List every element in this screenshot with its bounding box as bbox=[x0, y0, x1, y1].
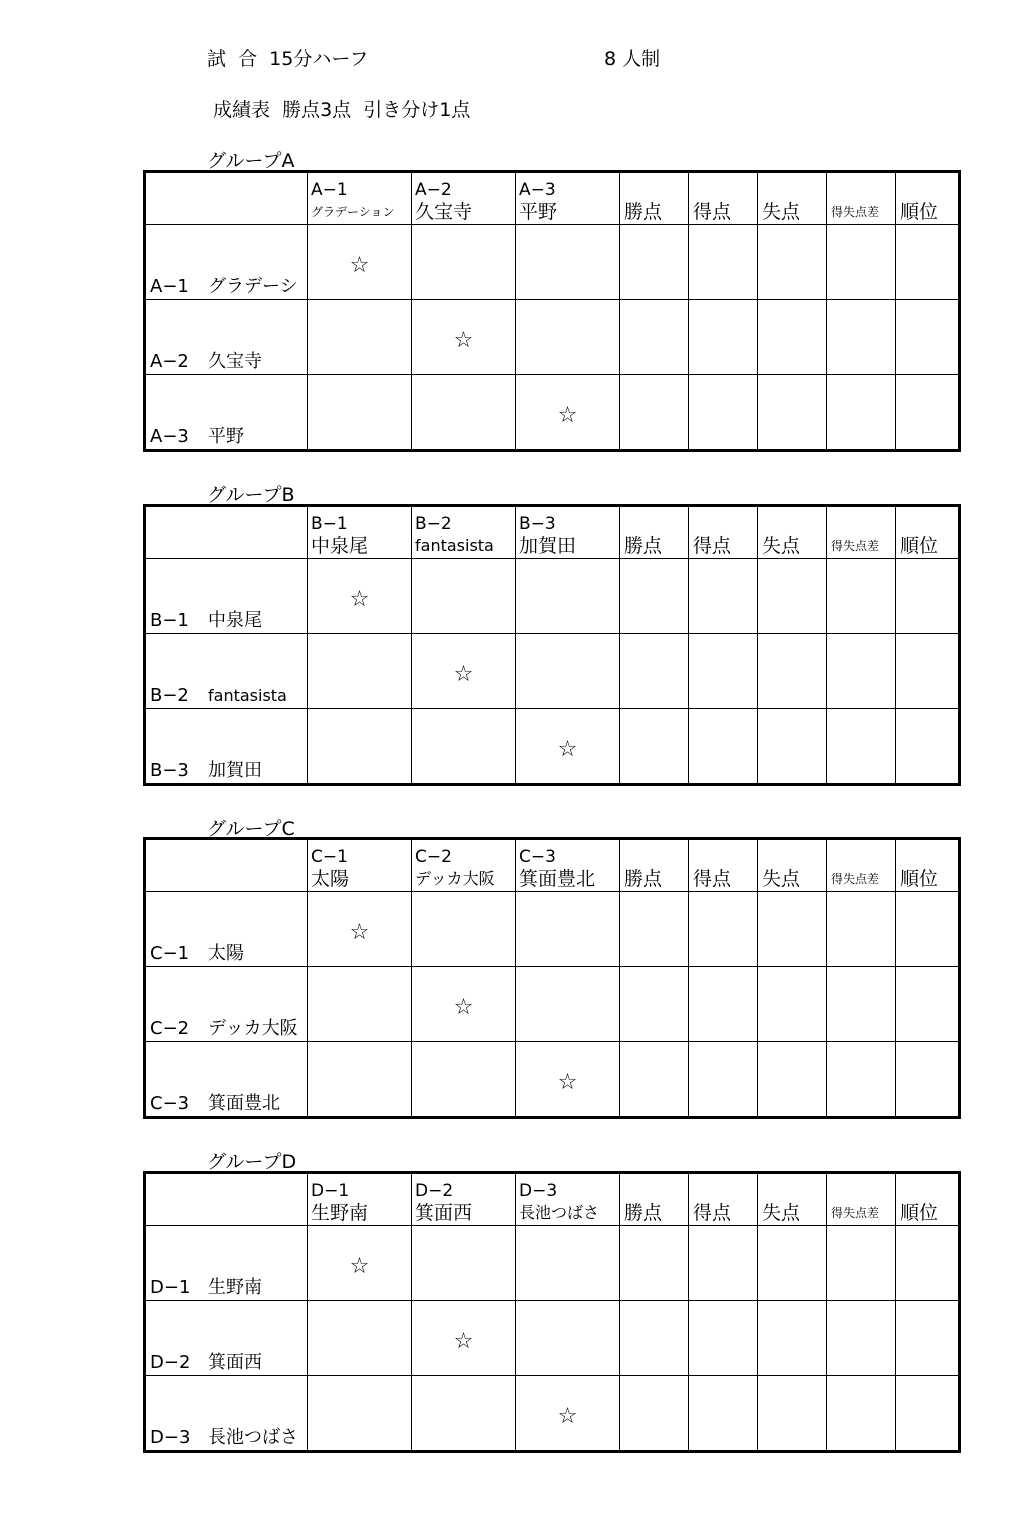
corner-cell bbox=[145, 172, 308, 225]
goals-against-cell bbox=[758, 1042, 827, 1118]
corner-cell bbox=[145, 506, 308, 559]
team-name: 加賀田 bbox=[519, 535, 577, 557]
row-team-code: D−2 bbox=[150, 1352, 191, 1373]
self-match-cell bbox=[516, 1376, 620, 1452]
star-icon: ☆ bbox=[349, 920, 370, 945]
self-match-cell bbox=[516, 1042, 620, 1118]
row-header-team bbox=[145, 1226, 308, 1301]
column-header-team bbox=[412, 839, 516, 892]
goals-against-cell bbox=[758, 967, 827, 1042]
rank-cell bbox=[896, 225, 960, 300]
team-name: 箕面西 bbox=[415, 1202, 473, 1224]
row-team-name: 中泉尾 bbox=[208, 610, 262, 631]
goals-against-cell bbox=[758, 1226, 827, 1301]
goals-against-cell bbox=[758, 634, 827, 709]
stat-label: 失点 bbox=[762, 201, 801, 223]
rank-cell bbox=[896, 1301, 960, 1376]
table-row bbox=[145, 1301, 960, 1376]
points-cell bbox=[620, 967, 689, 1042]
row-team-code: B−2 bbox=[150, 685, 189, 706]
row-header-team bbox=[145, 1042, 308, 1118]
column-header-points bbox=[620, 1173, 689, 1226]
rank-cell bbox=[896, 709, 960, 785]
goal-diff-cell bbox=[827, 1301, 896, 1376]
points-cell bbox=[620, 709, 689, 785]
stat-label: 勝点 bbox=[624, 535, 663, 557]
row-header-team bbox=[145, 634, 308, 709]
stat-label: 得失点差 bbox=[831, 872, 880, 886]
table-row bbox=[145, 967, 960, 1042]
team-name: 久宝寺 bbox=[415, 201, 473, 223]
result-cell bbox=[308, 300, 412, 375]
table-row bbox=[145, 300, 960, 375]
table-header-row bbox=[145, 1173, 960, 1226]
goals-for-cell bbox=[689, 225, 758, 300]
stat-label: 順位 bbox=[900, 868, 939, 890]
goal-diff-cell bbox=[827, 1226, 896, 1301]
format-label: 8 人制 bbox=[604, 48, 661, 70]
column-header-team bbox=[412, 172, 516, 225]
points-rule: 成績表 勝点3点 引き分け1点 bbox=[213, 99, 471, 121]
column-header-goal-diff bbox=[827, 506, 896, 559]
stat-label: 得失点差 bbox=[831, 1206, 880, 1220]
column-header-goals-against bbox=[758, 506, 827, 559]
result-cell bbox=[516, 559, 620, 634]
row-team-code: B−3 bbox=[150, 760, 189, 781]
row-header-team bbox=[145, 559, 308, 634]
column-header-goal-diff bbox=[827, 172, 896, 225]
row-team-name: 箕面西 bbox=[208, 1352, 262, 1373]
self-match-cell bbox=[308, 1226, 412, 1301]
result-cell bbox=[516, 967, 620, 1042]
result-cell bbox=[516, 225, 620, 300]
team-name: 太陽 bbox=[311, 868, 350, 890]
corner-cell bbox=[145, 839, 308, 892]
stat-label: 勝点 bbox=[624, 201, 663, 223]
result-cell bbox=[516, 1226, 620, 1301]
row-header-team bbox=[145, 1301, 308, 1376]
row-team-name: fantasista bbox=[208, 686, 287, 705]
goals-for-cell bbox=[689, 1042, 758, 1118]
stat-label: 得点 bbox=[693, 201, 732, 223]
self-match-cell bbox=[412, 300, 516, 375]
team-code: B−2 bbox=[415, 514, 452, 534]
stat-label: 勝点 bbox=[624, 1202, 663, 1224]
stat-label: 失点 bbox=[762, 868, 801, 890]
result-cell bbox=[516, 634, 620, 709]
row-team-code: D−1 bbox=[150, 1277, 191, 1298]
table-header-row bbox=[145, 839, 960, 892]
row-header-team bbox=[145, 300, 308, 375]
result-cell bbox=[412, 892, 516, 967]
points-cell bbox=[620, 559, 689, 634]
column-header-goals-for bbox=[689, 172, 758, 225]
stat-label: 勝点 bbox=[624, 868, 663, 890]
row-team-name: 久宝寺 bbox=[208, 351, 262, 372]
goal-diff-cell bbox=[827, 1376, 896, 1452]
rank-cell bbox=[896, 1226, 960, 1301]
points-cell bbox=[620, 634, 689, 709]
table-row bbox=[145, 634, 960, 709]
stat-label: 得点 bbox=[693, 868, 732, 890]
goal-diff-cell bbox=[827, 1042, 896, 1118]
team-code: C−2 bbox=[415, 847, 452, 867]
column-header-rank bbox=[896, 839, 960, 892]
star-icon: ☆ bbox=[557, 403, 578, 428]
goals-against-cell bbox=[758, 300, 827, 375]
goals-for-cell bbox=[689, 1226, 758, 1301]
table-row bbox=[145, 1042, 960, 1118]
result-cell bbox=[308, 709, 412, 785]
group-c-title: グループC bbox=[207, 818, 295, 840]
goals-for-cell bbox=[689, 1376, 758, 1452]
result-cell bbox=[412, 559, 516, 634]
goal-diff-cell bbox=[827, 225, 896, 300]
team-name: デッカ大阪 bbox=[415, 869, 495, 888]
goals-for-cell bbox=[689, 559, 758, 634]
points-cell bbox=[620, 1042, 689, 1118]
result-cell bbox=[308, 1376, 412, 1452]
rank-cell bbox=[896, 892, 960, 967]
row-team-code: C−3 bbox=[150, 1093, 190, 1114]
goals-against-cell bbox=[758, 1301, 827, 1376]
self-match-cell bbox=[516, 709, 620, 785]
rank-cell bbox=[896, 375, 960, 451]
team-code: C−1 bbox=[311, 847, 348, 867]
row-team-name: 加賀田 bbox=[208, 760, 262, 781]
star-icon: ☆ bbox=[557, 1404, 578, 1429]
group-b-table bbox=[143, 504, 961, 786]
result-cell bbox=[516, 1301, 620, 1376]
table-header-row bbox=[145, 172, 960, 225]
column-header-goal-diff bbox=[827, 839, 896, 892]
goals-against-cell bbox=[758, 709, 827, 785]
goals-against-cell bbox=[758, 225, 827, 300]
goals-for-cell bbox=[689, 1301, 758, 1376]
row-header-team bbox=[145, 709, 308, 785]
star-icon: ☆ bbox=[453, 662, 474, 687]
team-name: 生野南 bbox=[311, 1202, 369, 1224]
column-header-goals-against bbox=[758, 172, 827, 225]
team-code: C−3 bbox=[519, 847, 556, 867]
team-code: A−1 bbox=[311, 180, 348, 200]
row-team-name: 長池つばさ bbox=[208, 1427, 298, 1448]
star-icon: ☆ bbox=[453, 1329, 474, 1354]
result-cell bbox=[412, 225, 516, 300]
goal-diff-cell bbox=[827, 559, 896, 634]
result-cell bbox=[412, 709, 516, 785]
row-team-name: 平野 bbox=[208, 426, 244, 447]
row-header-team bbox=[145, 225, 308, 300]
row-header-team bbox=[145, 1376, 308, 1452]
stat-label: 順位 bbox=[900, 1202, 939, 1224]
team-code: A−3 bbox=[519, 180, 556, 200]
column-header-goal-diff bbox=[827, 1173, 896, 1226]
points-cell bbox=[620, 892, 689, 967]
column-header-team bbox=[308, 506, 412, 559]
row-team-code: A−1 bbox=[150, 276, 189, 297]
stat-label: 失点 bbox=[762, 1202, 801, 1224]
group-a-table bbox=[143, 170, 961, 452]
row-team-code: C−1 bbox=[150, 943, 190, 964]
row-team-name: 生野南 bbox=[208, 1277, 262, 1298]
column-header-goals-against bbox=[758, 839, 827, 892]
stat-label: 得点 bbox=[693, 535, 732, 557]
goal-diff-cell bbox=[827, 892, 896, 967]
group-b-title: グループB bbox=[207, 484, 295, 506]
points-cell bbox=[620, 1301, 689, 1376]
rank-cell bbox=[896, 559, 960, 634]
goals-against-cell bbox=[758, 375, 827, 451]
goals-against-cell bbox=[758, 559, 827, 634]
group-d-title: グループD bbox=[207, 1151, 297, 1173]
result-cell bbox=[308, 967, 412, 1042]
row-team-name: デッカ大阪 bbox=[208, 1018, 298, 1039]
table-row bbox=[145, 1376, 960, 1452]
points-cell bbox=[620, 1376, 689, 1452]
result-cell bbox=[308, 1301, 412, 1376]
table-row bbox=[145, 1226, 960, 1301]
row-team-code: C−2 bbox=[150, 1018, 190, 1039]
column-header-team bbox=[412, 1173, 516, 1226]
points-cell bbox=[620, 225, 689, 300]
column-header-team bbox=[516, 839, 620, 892]
star-icon: ☆ bbox=[557, 737, 578, 762]
table-row bbox=[145, 709, 960, 785]
row-team-name: 箕面豊北 bbox=[208, 1093, 280, 1114]
row-header-team bbox=[145, 892, 308, 967]
row-team-name: グラデーシ bbox=[208, 276, 298, 297]
row-header-team bbox=[145, 967, 308, 1042]
self-match-cell bbox=[308, 225, 412, 300]
column-header-team bbox=[308, 1173, 412, 1226]
stat-label: 得点 bbox=[693, 1202, 732, 1224]
column-header-rank bbox=[896, 172, 960, 225]
points-cell bbox=[620, 300, 689, 375]
table-header-row bbox=[145, 506, 960, 559]
column-header-rank bbox=[896, 506, 960, 559]
corner-cell bbox=[145, 1173, 308, 1226]
goals-for-cell bbox=[689, 375, 758, 451]
star-icon: ☆ bbox=[349, 587, 370, 612]
goals-against-cell bbox=[758, 1376, 827, 1452]
column-header-goals-for bbox=[689, 506, 758, 559]
rank-cell bbox=[896, 1042, 960, 1118]
self-match-cell bbox=[308, 892, 412, 967]
column-header-team bbox=[516, 172, 620, 225]
result-cell bbox=[516, 300, 620, 375]
team-code: D−1 bbox=[311, 1181, 350, 1201]
goal-diff-cell bbox=[827, 375, 896, 451]
rank-cell bbox=[896, 634, 960, 709]
group-c-table bbox=[143, 837, 961, 1119]
result-cell bbox=[308, 1042, 412, 1118]
row-team-code: A−3 bbox=[150, 426, 189, 447]
column-header-points bbox=[620, 172, 689, 225]
self-match-cell bbox=[308, 559, 412, 634]
row-team-name: 太陽 bbox=[208, 943, 244, 964]
result-cell bbox=[412, 375, 516, 451]
star-icon: ☆ bbox=[557, 1070, 578, 1095]
self-match-cell bbox=[412, 967, 516, 1042]
star-icon: ☆ bbox=[453, 995, 474, 1020]
rank-cell bbox=[896, 1376, 960, 1452]
column-header-rank bbox=[896, 1173, 960, 1226]
column-header-points bbox=[620, 839, 689, 892]
team-name: 長池つばさ bbox=[519, 1203, 600, 1222]
rank-cell bbox=[896, 300, 960, 375]
group-d-table bbox=[143, 1171, 961, 1453]
self-match-cell bbox=[412, 634, 516, 709]
column-header-points bbox=[620, 506, 689, 559]
row-team-code: D−3 bbox=[150, 1427, 191, 1448]
team-code: D−3 bbox=[519, 1181, 558, 1201]
goal-diff-cell bbox=[827, 300, 896, 375]
goals-against-cell bbox=[758, 892, 827, 967]
column-header-team bbox=[516, 1173, 620, 1226]
table-row bbox=[145, 375, 960, 451]
self-match-cell bbox=[516, 375, 620, 451]
match-info: 試 合 15分ハーフ bbox=[207, 48, 369, 70]
team-code: A−2 bbox=[415, 180, 452, 200]
stat-label: 順位 bbox=[900, 201, 939, 223]
column-header-team bbox=[308, 839, 412, 892]
goal-diff-cell bbox=[827, 967, 896, 1042]
row-team-code: A−2 bbox=[150, 351, 189, 372]
row-team-code: B−1 bbox=[150, 610, 189, 631]
stat-label: 得失点差 bbox=[831, 539, 880, 553]
star-icon: ☆ bbox=[349, 253, 370, 278]
goals-for-cell bbox=[689, 300, 758, 375]
column-header-team bbox=[412, 506, 516, 559]
goals-for-cell bbox=[689, 967, 758, 1042]
table-row bbox=[145, 559, 960, 634]
result-cell bbox=[412, 1376, 516, 1452]
goals-for-cell bbox=[689, 634, 758, 709]
row-header-team bbox=[145, 375, 308, 451]
goals-for-cell bbox=[689, 709, 758, 785]
result-cell bbox=[412, 1042, 516, 1118]
group-a-title: グループA bbox=[207, 150, 295, 172]
team-name: グラデーション bbox=[311, 205, 395, 219]
goal-diff-cell bbox=[827, 709, 896, 785]
team-name: fantasista bbox=[415, 536, 494, 555]
column-header-goals-for bbox=[689, 1173, 758, 1226]
team-name: 箕面豊北 bbox=[519, 868, 596, 890]
result-cell bbox=[308, 375, 412, 451]
star-icon: ☆ bbox=[349, 1254, 370, 1279]
self-match-cell bbox=[412, 1301, 516, 1376]
rank-cell bbox=[896, 967, 960, 1042]
team-name: 平野 bbox=[519, 201, 558, 223]
points-cell bbox=[620, 375, 689, 451]
points-cell bbox=[620, 1226, 689, 1301]
column-header-team bbox=[516, 506, 620, 559]
stat-label: 順位 bbox=[900, 535, 939, 557]
goals-for-cell bbox=[689, 892, 758, 967]
result-cell bbox=[308, 634, 412, 709]
stat-label: 得失点差 bbox=[831, 205, 880, 219]
team-code: D−2 bbox=[415, 1181, 454, 1201]
goal-diff-cell bbox=[827, 634, 896, 709]
table-row bbox=[145, 892, 960, 967]
column-header-goals-against bbox=[758, 1173, 827, 1226]
table-row bbox=[145, 225, 960, 300]
result-cell bbox=[516, 892, 620, 967]
column-header-team bbox=[308, 172, 412, 225]
team-name: 中泉尾 bbox=[311, 535, 369, 557]
team-code: B−1 bbox=[311, 514, 348, 534]
team-code: B−3 bbox=[519, 514, 556, 534]
column-header-goals-for bbox=[689, 839, 758, 892]
result-cell bbox=[412, 1226, 516, 1301]
star-icon: ☆ bbox=[453, 328, 474, 353]
stat-label: 失点 bbox=[762, 535, 801, 557]
